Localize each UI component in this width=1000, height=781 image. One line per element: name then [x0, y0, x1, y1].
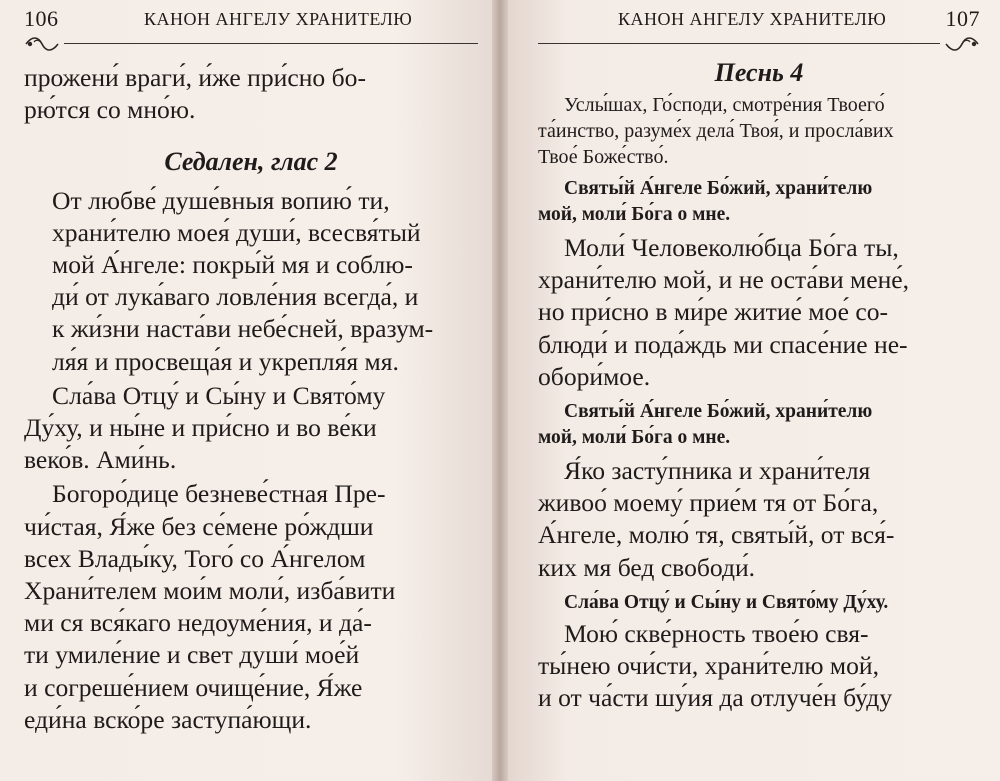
right-running-title: КАНОН АНГЕЛУ ХРАНИТЕЛЮ: [618, 9, 887, 29]
theotokion-paragraph: Богоро́дице безневе́стная Пре- чи́стая, Я́же без се́мене ро́ждши всех Влады́ку, Того́ со А́нгелом Храни́телем мои́м моли́, изба́вити ми ся вся́каго недоуме́ния, и да́- ти умиле́ние и свет души́ мое́й и согреше́нием очище́ние, Я́же еди́на вско́ре заступа́ющи.: [24, 479, 396, 734]
gloria-paragraph: Сла́ва Отцу́ и Сы́ну и Свято́му Ду́ху, и ны́не и при́сно и во ве́ки веко́в. Ами́нь.: [24, 380, 386, 475]
gloria-line: Сла́ва Отцу́ и Сы́ну и Свято́му Ду́ху.: [564, 591, 889, 613]
left-running-head: [24, 6, 478, 31]
right-body: [538, 58, 980, 714]
continuation-text: прожени́ враги́, и́же при́сно бо- рю́тся со мно́ю.: [24, 63, 366, 125]
left-running-title: КАНОН АНГЕЛУ ХРАНИТЕЛЮ: [144, 9, 413, 29]
irmos-text: Услы́шах, Го́споди, смотре́ния Твоего́ та́инство, разуме́х дела́ Твоя́, и просла́вих Твое́ Боже́ство́.: [538, 94, 894, 168]
left-page: [0, 0, 492, 781]
sedalen-paragraph: От любве́ душе́вныя вопию́ ти, храни́телю моея́ души́, всесвя́тый мой А́нгеле: покры́й мя и соблю- ди́ от лука́ваго ловле́ния всегда́, и к жи́зни наста́ви небе́сней, вразум- ля́я и просвеща́я и укрепля́я мя.: [52, 185, 434, 376]
flourish-ornament-icon: [24, 34, 60, 54]
right-header-rule: [538, 34, 980, 56]
sedalen-heading: Седален, глас 2: [164, 147, 338, 177]
right-running-head: [538, 6, 980, 31]
left-header-rule: [24, 34, 478, 56]
left-body: [24, 62, 478, 736]
song-heading: Песнь 4: [714, 58, 804, 87]
flourish-ornament-icon: [944, 34, 980, 54]
refrain-1: Святы́й А́нгеле Бо́жий, храни́телю мой, моли́ Бо́га о мне.: [538, 178, 873, 225]
troparion-2: Я́ко засту́пника и храни́теля живоо́ моему́ прие́м тя от Бо́га, А́нгеле, молю́ тя, святы́й, от вся́- ких мя бед свободи́.: [538, 456, 895, 582]
troparion-3: Мою́ скве́рность твое́ю свя- ты́нею очи́сти, храни́телю мой, и от ча́сти шу́ия да отлуче́н бу́ду: [538, 618, 893, 713]
troparion-1: Моли́ Человеколю́бца Бо́га ты, храни́телю мой, и не оста́ви мене́, но при́сно в ми́ре житие́ мое́ со- блюди́ и пода́ждь ми спасе́ние не- обори́мое.: [538, 233, 910, 391]
book-gutter: [492, 0, 508, 781]
refrain-2: Святы́й А́нгеле Бо́жий, храни́телю мой, моли́ Бо́га о мне.: [538, 401, 873, 449]
right-page: [508, 0, 1000, 781]
left-page-number: 106: [24, 6, 59, 31]
right-page-number: 107: [945, 6, 980, 31]
